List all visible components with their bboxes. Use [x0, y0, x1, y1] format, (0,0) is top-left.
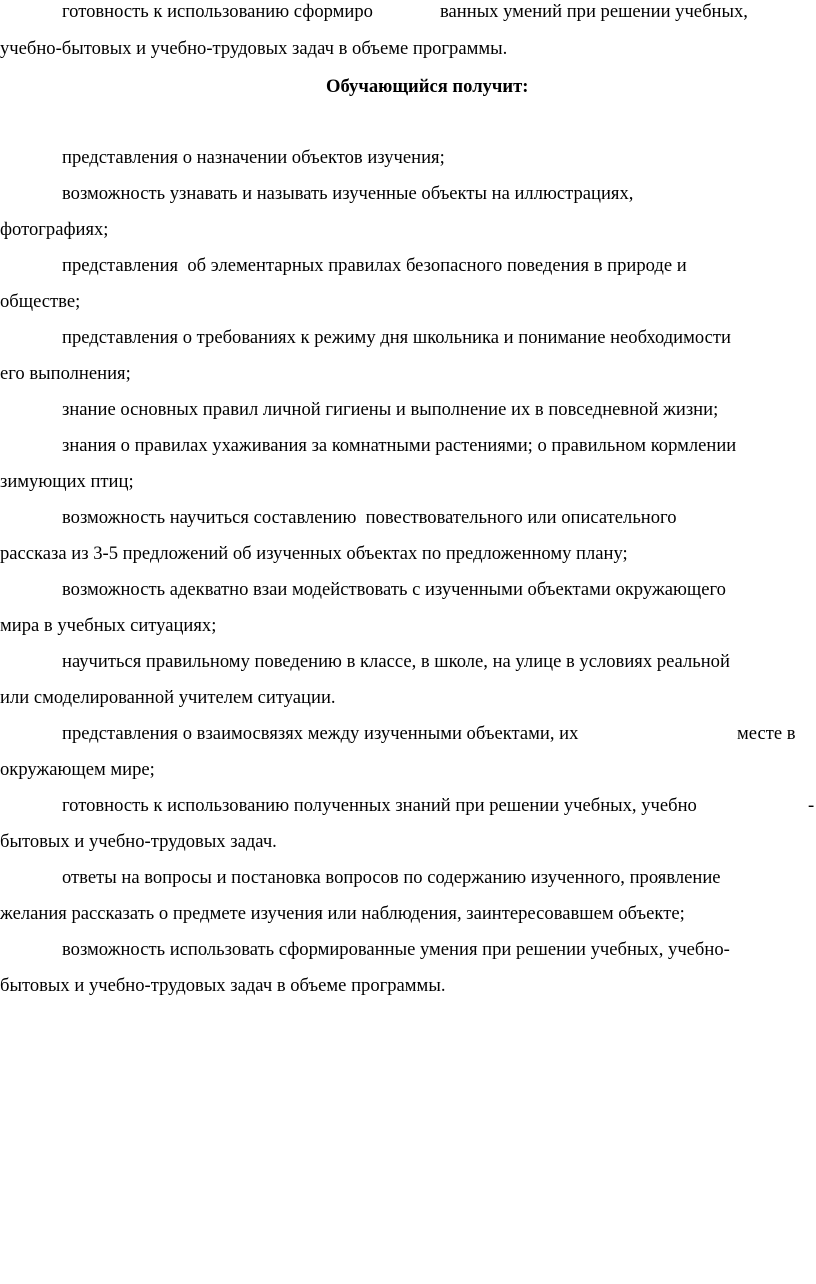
list-item-text-part: -: [808, 795, 815, 816]
list-item-line: знания о правилах ухаживания за комнатными растениями; о правильном кормлении: [62, 435, 737, 456]
intro-text-part-1: готовность к использованию сформиро: [62, 1, 373, 22]
section-heading: Обучающийся получит:: [326, 76, 529, 97]
list-item-line: бытовых и учебно-трудовых задач.: [0, 831, 277, 852]
list-item-line: научиться правильному поведению в классе, в школе, на улице в условиях реальной: [62, 651, 730, 672]
list-item-line: окружающем мире;: [0, 759, 155, 780]
list-item-line: зимующих птиц;: [0, 471, 134, 492]
list-item-line: мира в учебных ситуациях;: [0, 615, 217, 636]
list-item-line: рассказа из 3-5 предложений об изученных объектах по предложенному плану;: [0, 543, 628, 564]
list-item-line: его выполнения;: [0, 363, 131, 384]
list-item-text-part: готовность к использованию полученных знаний при решении учебных, учебно: [62, 795, 697, 816]
list-item-line: возможность узнавать и называть изученные объекты на иллюстрациях,: [62, 183, 634, 204]
list-item-text-part: месте в: [737, 723, 796, 744]
list-item-line: обществе;: [0, 291, 81, 312]
list-item-text-part: представления о взаимосвязях между изученными объектами, их: [62, 723, 579, 744]
list-item-line: возможность научиться составлению повествовательного или описательного: [62, 507, 677, 528]
list-item-line: представления о назначении объектов изучения;: [62, 147, 445, 168]
list-item-line: возможность использовать сформированные умения при решении учебных, учебно-: [62, 939, 730, 960]
list-item-line: желания рассказать о предмете изучения или наблюдения, заинтересовавшем объекте;: [0, 903, 685, 924]
list-item-line: ответы на вопросы и постановка вопросов по содержанию изученного, проявление: [62, 867, 721, 888]
list-item-line: представления о требованиях к режиму дня школьника и понимание необходимости: [62, 327, 731, 348]
list-item-line: или смоделированной учителем ситуации.: [0, 687, 336, 708]
intro-text-part-2: ванных умений при решении учебных,: [440, 1, 748, 22]
list-item-line: знание основных правил личной гигиены и выполнение их в повседневной жизни;: [62, 399, 719, 420]
list-item-line: фотографиях;: [0, 219, 109, 240]
list-item-line: возможность адекватно взаи модействовать с изученными объектами окружающего: [62, 579, 726, 600]
intro-line-2: учебно-бытовых и учебно-трудовых задач в объеме программы.: [0, 38, 508, 59]
list-item-line: представления об элементарных правилах безопасного поведения в природе и: [62, 255, 687, 276]
list-item-line: бытовых и учебно-трудовых задач в объеме программы.: [0, 975, 446, 996]
